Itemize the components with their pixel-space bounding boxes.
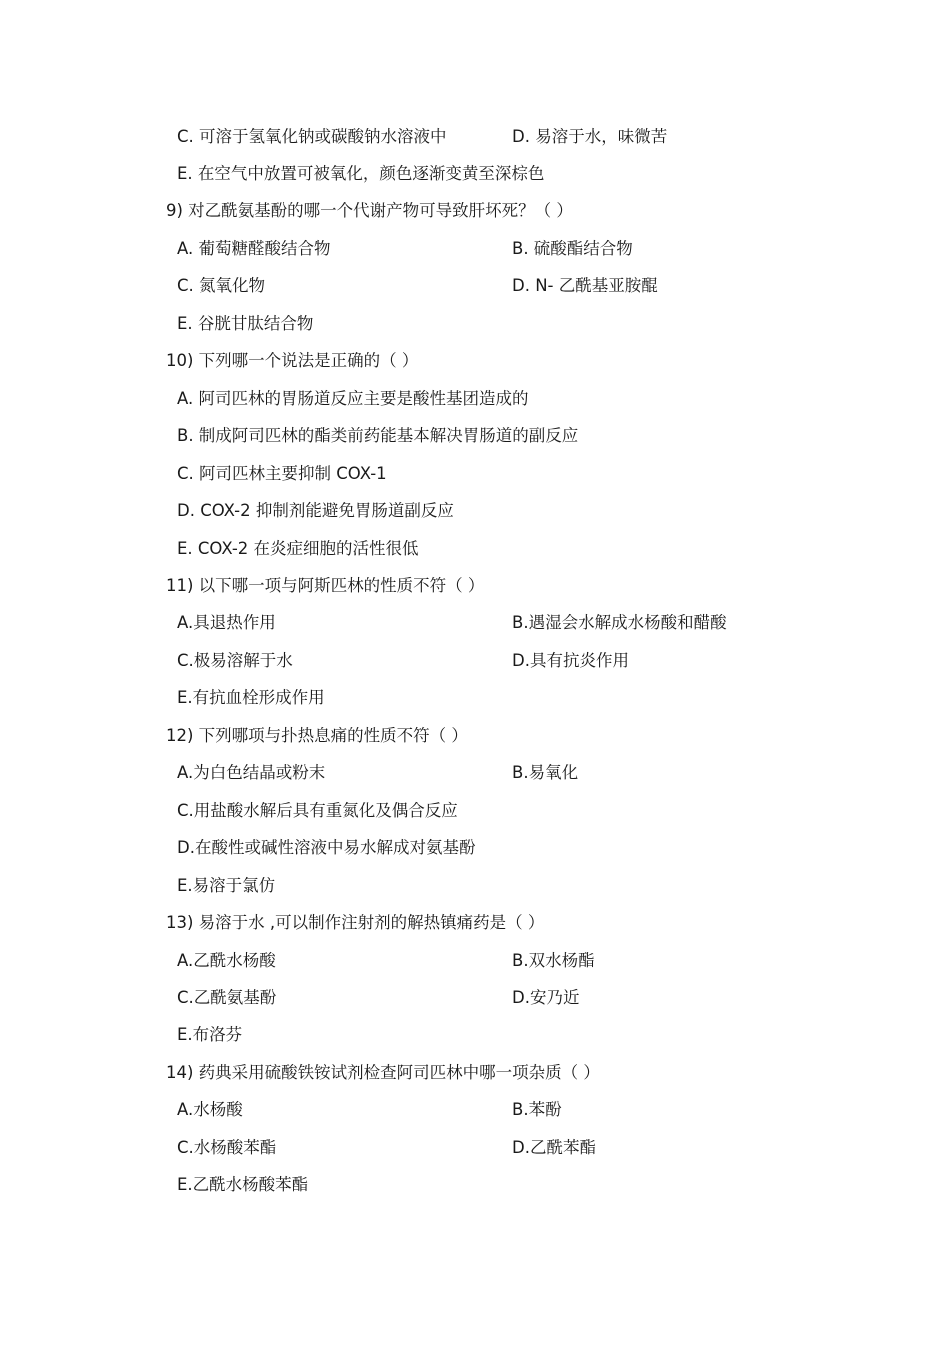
option-e: E. COX-2 在炎症细胞的活性很低 <box>177 539 419 558</box>
option-c: C. 阿司匹林主要抑制 COX-1 <box>177 464 387 483</box>
option-b: B.双水杨酯 <box>512 951 595 970</box>
question-13 <box>0 908 950 938</box>
option-c: C.乙酰氨基酚 <box>177 988 277 1007</box>
question-text: 14) 药典采用硫酸铁铵试剂检查阿司匹林中哪一项杂质（ ） <box>166 1063 600 1082</box>
option-a: A.具退热作用 <box>177 613 276 632</box>
option-row <box>0 309 950 339</box>
option-row <box>0 608 950 638</box>
option-row <box>0 159 950 189</box>
option-row <box>0 1170 950 1200</box>
option-row <box>0 796 950 826</box>
option-e: E.易溶于氯仿 <box>177 876 276 895</box>
option-a: A.为白色结晶或粉末 <box>177 763 326 782</box>
option-row <box>0 683 950 713</box>
option-row <box>0 871 950 901</box>
option-e: E.布洛芬 <box>177 1025 243 1044</box>
option-row <box>0 646 950 676</box>
option-b: B. 硫酸酯结合物 <box>512 239 633 258</box>
question-text: 13) 易溶于水 ,可以制作注射剂的解热镇痛药是（ ） <box>166 913 545 932</box>
option-b: B.苯酚 <box>512 1100 562 1119</box>
option-row <box>0 1133 950 1163</box>
option-row <box>0 983 950 1013</box>
option-c: C.极易溶解于水 <box>177 651 293 670</box>
option-e: E. 在空气中放置可被氧化，颜色逐渐变黄至深棕色 <box>177 164 545 183</box>
option-a: A.乙酰水杨酸 <box>177 951 276 970</box>
option-row <box>0 234 950 264</box>
option-a: A. 葡萄糖醛酸结合物 <box>177 239 331 258</box>
option-row <box>0 421 950 451</box>
option-d: D. 易溶于水，味微苦 <box>512 127 668 146</box>
option-e: E. 谷胱甘肽结合物 <box>177 314 314 333</box>
option-row <box>0 271 950 301</box>
option-row <box>0 459 950 489</box>
option-d: D. N- 乙酰基亚胺醌 <box>512 276 658 295</box>
option-row <box>0 833 950 863</box>
option-c: C. 氮氧化物 <box>177 276 266 295</box>
option-c: C.水杨酸苯酯 <box>177 1138 277 1157</box>
question-10 <box>0 346 950 376</box>
question-12 <box>0 721 950 751</box>
option-d: D.乙酰苯酯 <box>512 1138 596 1157</box>
option-c: C.用盐酸水解后具有重氮化及偶合反应 <box>177 801 458 820</box>
option-row <box>0 534 950 564</box>
question-11 <box>0 571 950 601</box>
option-b: B.遇湿会水解成水杨酸和醋酸 <box>512 613 727 632</box>
question-9 <box>0 196 950 226</box>
option-row <box>0 384 950 414</box>
option-row <box>0 758 950 788</box>
option-row <box>0 122 950 152</box>
option-row <box>0 946 950 976</box>
option-row <box>0 1095 950 1125</box>
option-row <box>0 496 950 526</box>
option-d: D.安乃近 <box>512 988 580 1007</box>
option-c: C. 可溶于氢氧化钠或碳酸钠水溶液中 <box>177 127 447 146</box>
question-text: 10) 下列哪一个说法是正确的（ ） <box>166 351 419 370</box>
option-d: D.具有抗炎作用 <box>512 651 629 670</box>
option-b: B.易氧化 <box>512 763 579 782</box>
option-d: D. COX-2 抑制剂能避免胃肠道副反应 <box>177 501 454 520</box>
option-b: B. 制成阿司匹林的酯类前药能基本解决胃肠道的副反应 <box>177 426 579 445</box>
question-text: 11) 以下哪一项与阿斯匹林的性质不符（ ） <box>166 576 485 595</box>
question-14 <box>0 1058 950 1088</box>
option-a: A. 阿司匹林的胃肠道反应主要是酸性基团造成的 <box>177 389 529 408</box>
question-text: 9) 对乙酰氨基酚的哪一个代谢产物可导致肝坏死？（ ） <box>166 201 573 220</box>
option-d: D.在酸性或碱性溶液中易水解成对氨基酚 <box>177 838 476 857</box>
option-row <box>0 1020 950 1050</box>
question-text: 12) 下列哪项与扑热息痛的性质不符（ ） <box>166 726 468 745</box>
option-e: E.有抗血栓形成作用 <box>177 688 325 707</box>
option-a: A.水杨酸 <box>177 1100 243 1119</box>
option-e: E.乙酰水杨酸苯酯 <box>177 1175 309 1194</box>
